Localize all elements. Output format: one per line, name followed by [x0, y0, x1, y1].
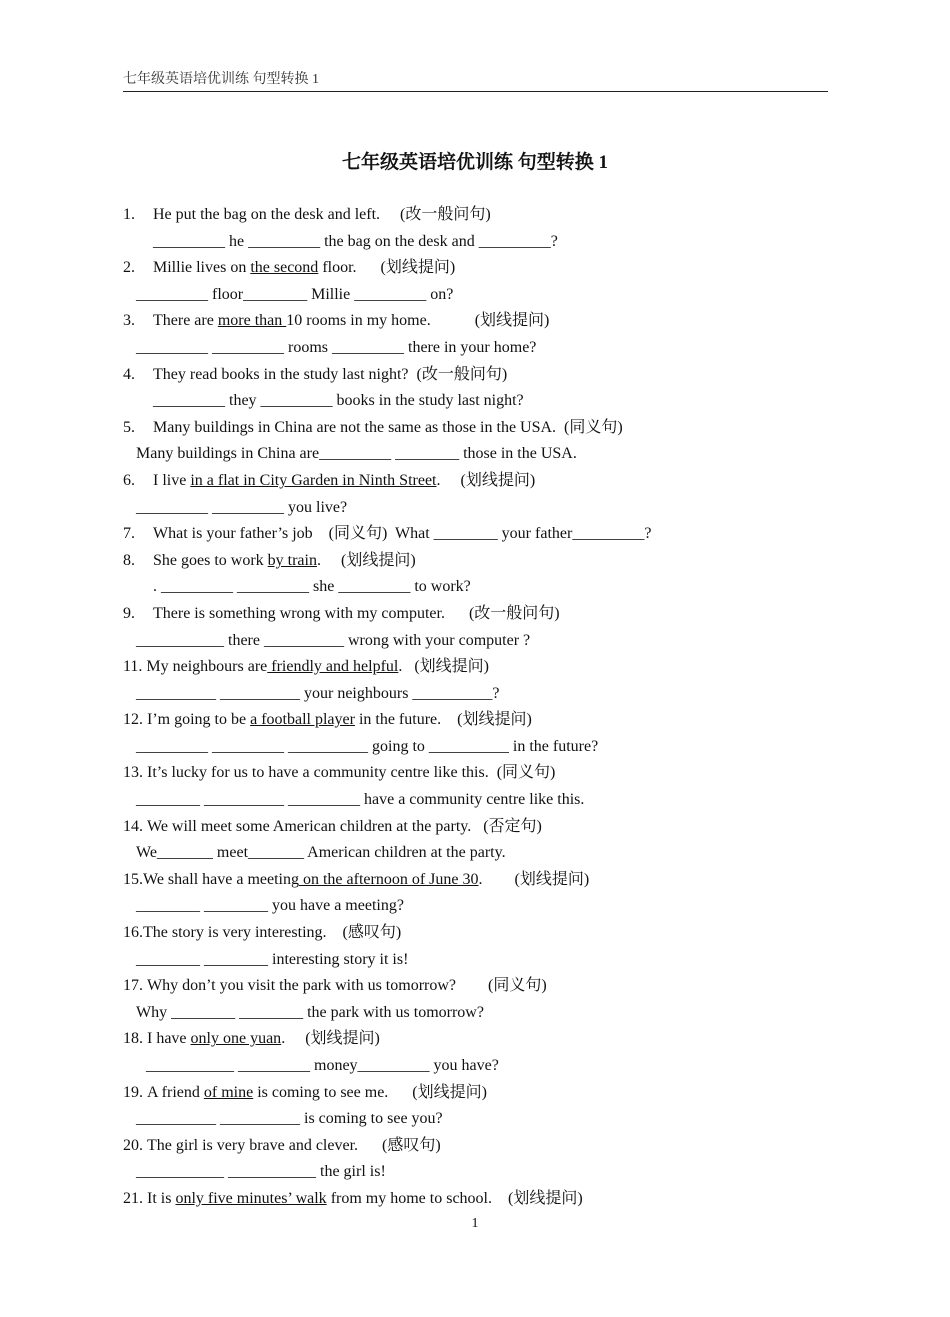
answer-line	[123, 495, 828, 522]
line-text: in the future. (划线提问)	[354, 711, 532, 729]
underlined-text: of mine	[203, 1083, 254, 1101]
underlined-text: more than	[217, 312, 287, 330]
underlined-text: by train	[267, 551, 317, 569]
line-text: There are	[153, 312, 218, 330]
line-text: from my home to school. (划线提问)	[326, 1189, 583, 1207]
line-text: Millie lives on	[153, 259, 251, 277]
answer-line	[123, 388, 828, 415]
line-text: Many buildings in China are not the same as those in the USA. (同义句)	[153, 418, 623, 436]
question-line	[123, 867, 828, 894]
line-text: 10 rooms in my home. (划线提问)	[286, 312, 550, 330]
line-text: ___________ ___________ the girl is!	[136, 1163, 386, 1181]
line-text: ________ __________ _________ have a community centre like this.	[136, 791, 585, 809]
line-text: The girl is very brave and clever. (感叹句)	[147, 1136, 441, 1154]
line-text: . (划线提问)	[436, 471, 536, 489]
question-number: 7.	[123, 525, 135, 543]
question-number: 1.	[123, 206, 135, 223]
question-line	[123, 814, 828, 841]
question-line	[123, 255, 828, 282]
question-line	[123, 601, 828, 628]
line-text: We will meet some American children at the party. (否定句)	[147, 817, 542, 835]
answer-line	[123, 840, 828, 867]
question-line	[123, 654, 828, 681]
header-text: 七年级英语培优训练 句型转换 1	[123, 72, 319, 87]
question-number: 12.	[123, 711, 147, 729]
answer-line	[123, 229, 828, 256]
underlined-text: on the afternoon of June 30	[298, 870, 479, 888]
question-line	[123, 468, 828, 495]
question-line	[123, 1133, 828, 1160]
line-text: ___________ _________ money_________ you have?	[146, 1057, 499, 1074]
question-number: 13.	[123, 764, 147, 782]
line-text: . (划线提问)	[398, 658, 490, 676]
line-text: _________ they _________ books in the study last night?	[153, 392, 524, 410]
question-number: 21.	[123, 1189, 147, 1207]
line-text: Why ________ ________ the park with us tomorrow?	[136, 1003, 484, 1021]
line-text: __________ __________ your neighbours __________?	[136, 684, 500, 702]
page-header	[123, 70, 828, 92]
question-number: 18.	[123, 1030, 147, 1048]
line-text: floor. (划线提问)	[318, 259, 456, 277]
line-text: I’m going to be	[147, 711, 251, 729]
line-text: The story is very interesting. (感叹句)	[143, 924, 402, 942]
line-text: A friend	[147, 1083, 204, 1101]
answer-line	[123, 335, 828, 362]
line-text: I have	[147, 1030, 191, 1048]
question-number: 5.	[123, 418, 135, 436]
answer-line	[123, 734, 828, 761]
line-text: My neighbours are	[146, 658, 268, 676]
underlined-text: only one yuan	[190, 1030, 282, 1048]
line-text: Why don’t you visit the park with us tomorrow? (同义句)	[147, 977, 547, 995]
exercise-list	[123, 202, 828, 1213]
line-text: ________ ________ interesting story it is!	[136, 950, 409, 968]
question-line	[123, 707, 828, 734]
question-line	[123, 1186, 828, 1213]
question-line	[123, 362, 828, 389]
question-number: 19.	[123, 1083, 147, 1101]
question-line	[123, 760, 828, 787]
answer-line	[123, 1159, 828, 1186]
line-text: _________ _________ you live?	[136, 498, 348, 516]
underlined-text: a football player	[250, 711, 355, 729]
line-text: ___________ there __________ wrong with your computer ?	[136, 631, 531, 649]
question-line	[123, 415, 828, 442]
question-line	[123, 920, 828, 947]
question-line	[123, 1080, 828, 1107]
answer-line	[123, 947, 828, 974]
answer-line	[123, 282, 828, 309]
line-text: I live	[153, 471, 191, 489]
document-title: 七年级英语培优训练 句型转换 1	[341, 152, 608, 173]
underlined-text: in a flat in City Garden in Ninth Street	[190, 471, 437, 489]
question-number: 16.	[123, 924, 143, 942]
underlined-text: friendly and helpful	[267, 658, 399, 676]
line-text: . _________ _________ she _________ to work?	[153, 578, 471, 596]
question-number: 20.	[123, 1136, 147, 1154]
question-number: 17.	[123, 977, 147, 995]
question-line	[123, 308, 828, 335]
line-text: ________ ________ you have a meeting?	[136, 897, 404, 915]
line-text: They read books in the study last night? (改一般问句)	[153, 365, 508, 383]
line-text: _________ _________ rooms _________ there in your home?	[136, 338, 537, 356]
line-text: . (划线提问)	[281, 1030, 380, 1048]
question-number: 4.	[123, 365, 135, 383]
question-line	[123, 521, 828, 548]
question-line	[123, 202, 828, 229]
line-text: _________ he _________ the bag on the desk and _________?	[153, 232, 558, 250]
answer-line	[123, 1000, 828, 1027]
answer-line	[123, 441, 828, 468]
question-number: 14.	[123, 817, 147, 835]
line-text: __________ __________ is coming to see you?	[136, 1110, 443, 1128]
question-number: 15.	[123, 870, 143, 888]
line-text: It’s lucky for us to have a community centre like this. (同义句)	[147, 764, 556, 782]
question-number: 2.	[123, 259, 135, 277]
answer-line	[123, 1106, 828, 1133]
answer-line	[123, 628, 828, 655]
answer-line	[123, 681, 828, 708]
answer-line	[123, 893, 828, 920]
answer-line	[123, 787, 828, 814]
line-text: _________ floor________ Millie _________ on?	[136, 285, 454, 303]
line-text: She goes to work	[153, 551, 268, 569]
question-number: 6.	[123, 471, 135, 489]
question-number: 8.	[123, 551, 135, 569]
question-number: 11.	[123, 658, 147, 676]
line-text: There is something wrong with my computer. (改一般问句)	[153, 604, 560, 622]
line-text: Many buildings in China are_________ ________ those in the USA.	[136, 445, 577, 463]
line-text: . (划线提问)	[478, 870, 590, 888]
line-text: We shall have a meeting	[143, 870, 299, 888]
line-text: What is your father’s job (同义句) What ________ your father_________?	[153, 525, 652, 543]
line-text: We_______ meet_______ American children at the party.	[136, 844, 506, 862]
underlined-text: only five minutes’ walk	[175, 1189, 327, 1207]
answer-line	[123, 574, 828, 601]
question-line	[123, 973, 828, 1000]
question-number: 3.	[123, 312, 135, 330]
line-text: It is	[147, 1189, 176, 1207]
line-text: _________ _________ __________ going to __________ in the future?	[136, 737, 599, 755]
underlined-text: the second	[250, 259, 319, 277]
answer-line	[123, 1053, 828, 1080]
line-text: . (划线提问)	[316, 551, 416, 569]
question-line	[123, 548, 828, 575]
question-line	[123, 1026, 828, 1053]
line-text: is coming to see me. (划线提问)	[253, 1083, 487, 1101]
page-number: 1	[471, 1216, 479, 1231]
line-text: He put the bag on the desk and left. (改一般问句)	[153, 206, 491, 223]
question-number: 9.	[123, 604, 135, 622]
